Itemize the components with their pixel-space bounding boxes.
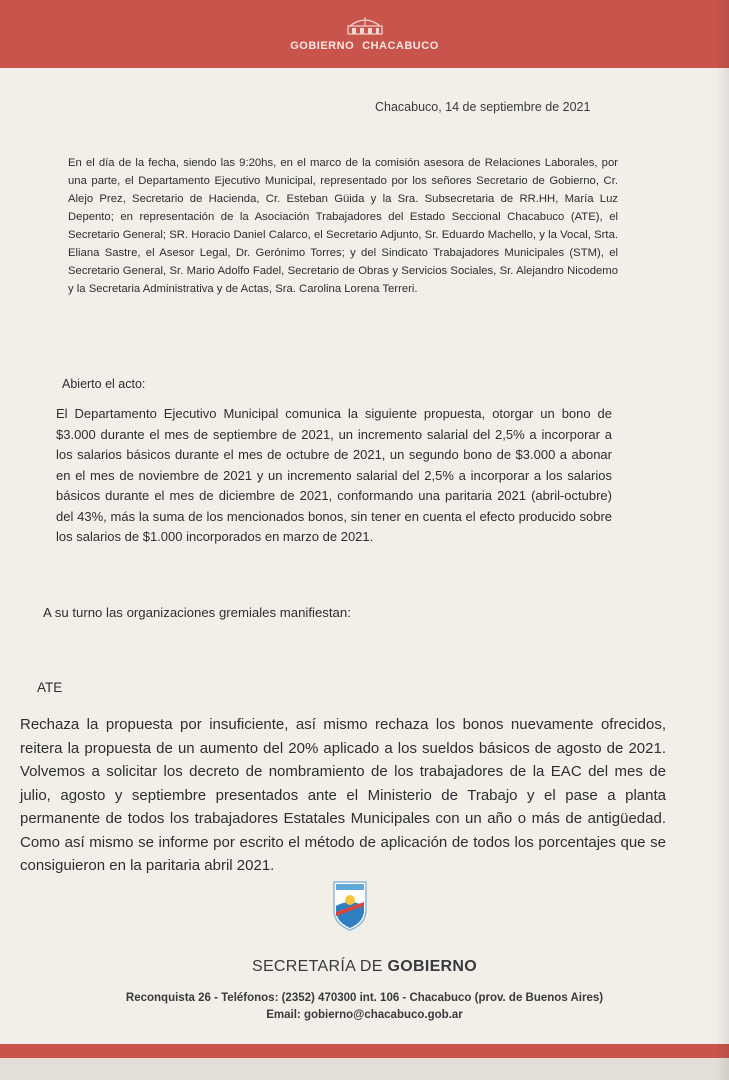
org-name-right: CHACABUCO (362, 40, 439, 52)
org-name-left: GOBIERNO (290, 40, 355, 52)
footer-email: Email: gobierno@chacabuco.gob.ar (266, 1009, 463, 1021)
unions-turn-line: A su turno las organizaciones gremiales manifiestan: (43, 605, 351, 620)
footer-title (0, 958, 729, 976)
page-edge-shadow (715, 0, 729, 1080)
footer-title-light: SECRETARÍA DE (251, 958, 383, 975)
ate-heading: ATE (37, 680, 63, 695)
opening-line: Abierto el acto: (62, 377, 146, 391)
footer-title-bold: GOBIERNO (387, 958, 478, 975)
letterhead-band (0, 0, 729, 68)
proposal-paragraph: El Departamento Ejecutivo Municipal comunica la siguiente propuesta, otorgar un bono de $3.000 durante el mes de septiembre de 2021, un incremento salarial del 2,5% a incorporar a los salarios básicos durante el mes de octubre de 2021, un segundo bono de $3.000 a abonar en el mes de noviembre de 2021 y un incremento salarial del 2,5% a incorporar a los salarios básicos durante el mes de diciembre de 2021, conformando una paritaria 2021 (abril-octubre) del 43%, más la suma de los mencionados bonos, sin tener en cuenta el efecto producido sobre los salarios de $1.000 incorporados en marzo de 2021. (56, 406, 612, 544)
page-bottom-shade (0, 1058, 729, 1080)
shield-logo-icon (330, 876, 370, 932)
crest-icon (342, 16, 388, 36)
ate-response-paragraph: Rechaza la propuesta por insuficiente, así mismo rechaza los bonos nuevamente ofrecidos, reitera la propuesta de un aumento del 20% aplicado a los sueldos básicos de agosto de 2021. Volvemos a solicitar los decreto de nombramiento de los trabajadores de la EAC del mes de julio, agosto y septiembre presentados ante el Ministerio de Trabajo y el pase a planta permanente de todos los trabajadores Estatales Municipales con un año o más de antigüedad. Como así mismo se informe por escrito el método de aplicación de todos los porcentajes que se consiguieron en la paritaria abril 2021. (20, 716, 666, 874)
footer-address: Reconquista 26 - Teléfonos: (2352) 470300 int. 106 - Chacabuco (prov. de Buenos Aires) (125, 992, 604, 1004)
letterhead-title (290, 40, 439, 52)
date-line: Chacabuco, 14 de septiembre de 2021 (375, 100, 591, 114)
footer-band (0, 1044, 729, 1058)
intro-paragraph: En el día de la fecha, siendo las 9:20hs, en el marco de la comisión asesora de Relaciones Laborales, por una parte, el Departamento Ejecutivo Municipal, representado por los señores Secretario de Gobierno, Cr. Alejo Prez, Secretario de Hacienda, Cr. Esteban Güida y la Sra. Subsecretaria de RR.HH, María Luz Depento; en representación de la Asociación Trabajadores del Estado Seccional Chacabuco (ATE), el Secretario General; SR. Horacio Daniel Calarco, el Secretario Adjunto, Sr. Eduardo Machello, y la Vocal, Srta. Eliana Sastre, el Asesor Legal, Dr. Gerónimo Torres; y del Sindicato Trabajadores Municipales (STM), el Secretario General, Sr. Mario Adolfo Fadel, Secretario de Obras y Servicios Sociales, Sr. Alejandro Nicodemo y la Secretaria Administrativa y de Actas, Sra. Carolina Lorena Terreri. (68, 157, 618, 295)
